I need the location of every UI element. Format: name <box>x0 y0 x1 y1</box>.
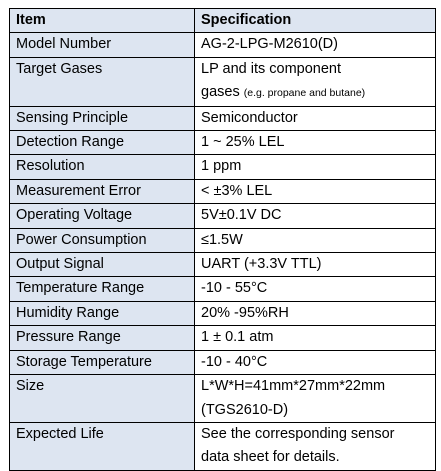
row-item-label: Resolution <box>10 155 195 179</box>
row-item-label: Expected Life <box>10 422 195 470</box>
table-row <box>10 422 436 470</box>
row-spec-value: 1 ~ 25% LEL <box>195 131 436 155</box>
spec-line: data sheet for details. <box>201 449 340 466</box>
table-row <box>10 301 436 325</box>
row-item-label: Output Signal <box>10 253 195 277</box>
table-row <box>10 228 436 252</box>
row-item-label: Model Number <box>10 33 195 57</box>
row-spec-value: ≤1.5W <box>195 228 436 252</box>
row-item-label: Pressure Range <box>10 326 195 350</box>
row-spec-value <box>195 375 436 423</box>
table-row <box>10 131 436 155</box>
row-item-label: Target Gases <box>10 57 195 106</box>
row-spec-value: 1 ppm <box>195 155 436 179</box>
row-spec-value: UART (+3.3V TTL) <box>195 253 436 277</box>
spec-line: See the corresponding sensor <box>201 425 395 442</box>
row-item-label: Temperature Range <box>10 277 195 301</box>
spec-line: LP and its component <box>201 60 341 77</box>
spec-note: (e.g. propane and butane) <box>243 87 366 100</box>
row-spec-value <box>195 422 436 470</box>
row-item-label: Power Consumption <box>10 228 195 252</box>
table-row <box>10 350 436 374</box>
row-spec-value: < ±3% LEL <box>195 179 436 203</box>
row-item-label: Storage Temperature <box>10 350 195 374</box>
table-row <box>10 106 436 130</box>
row-item-label: Humidity Range <box>10 301 195 325</box>
row-spec-value: Semiconductor <box>195 106 436 130</box>
row-item-label: Sensing Principle <box>10 106 195 130</box>
spec-line: L*W*H=41mm*27mm*22mm <box>201 378 386 395</box>
table-row <box>10 33 436 57</box>
spec-line: (TGS2610-D) <box>201 401 289 418</box>
row-spec-value: 1 ± 0.1 atm <box>195 326 436 350</box>
row-spec-value: 5V±0.1V DC <box>195 204 436 228</box>
spec-line <box>201 81 429 105</box>
table-row <box>10 179 436 203</box>
row-item-label: Operating Voltage <box>10 204 195 228</box>
row-spec-value: -10 - 55°C <box>195 277 436 301</box>
spec-text: gases <box>201 84 244 101</box>
table-row <box>10 253 436 277</box>
table-row <box>10 204 436 228</box>
row-item-label: Measurement Error <box>10 179 195 203</box>
table-row <box>10 326 436 350</box>
table-row <box>10 277 436 301</box>
table-row <box>10 375 436 423</box>
row-item-label: Detection Range <box>10 131 195 155</box>
row-item-label: Size <box>10 375 195 423</box>
row-spec-value: -10 - 40°C <box>195 350 436 374</box>
header-item: Item <box>10 9 195 33</box>
header-specification: Specification <box>195 9 436 33</box>
row-spec-value: AG-2-LPG-M2610(D) <box>195 33 436 57</box>
specification-table <box>9 8 436 471</box>
table-row <box>10 155 436 179</box>
row-spec-value <box>195 57 436 106</box>
row-spec-value: 20% -95%RH <box>195 301 436 325</box>
table-row <box>10 57 436 106</box>
table-header-row <box>10 9 436 33</box>
